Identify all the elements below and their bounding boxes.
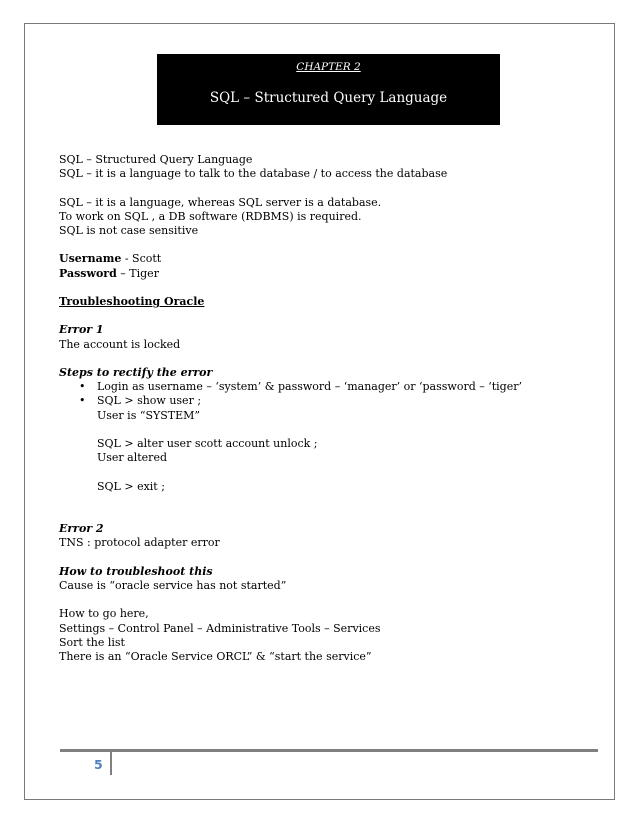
error1-title: Error 1: [59, 323, 104, 337]
error1-steps-list: [59, 380, 599, 408]
password-value: – Tiger: [116, 266, 159, 280]
footer-rule: [60, 749, 598, 752]
username-line: [59, 252, 599, 266]
error2-desc: TNS : protocol adapter error: [59, 536, 220, 550]
error2-sort: Sort the list: [59, 635, 125, 649]
page-number-divider: [110, 752, 112, 775]
chapter-title: SQL – Structured Query Language: [209, 90, 448, 106]
altered-line: User altered: [97, 451, 167, 465]
error1-desc: The account is locked: [59, 337, 181, 351]
page-number: 5: [94, 757, 103, 772]
document-body: [59, 153, 599, 664]
password-line: [59, 267, 599, 281]
exit-line: SQL > exit ;: [97, 479, 165, 493]
error2-how-go: How to go here,: [59, 607, 149, 621]
chapter-label: CHAPTER 2: [296, 61, 361, 73]
error2-path: Settings – Control Panel – Administrative Tools – Services: [59, 621, 381, 635]
error1-steps-heading: Steps to rectify the error: [59, 365, 213, 379]
intro-line-4: To work on SQL , a DB software (RDBMS) is required.: [59, 209, 362, 223]
intro-line-5: SQL is not case sensitive: [59, 224, 199, 237]
username-label: Username: [59, 252, 122, 266]
troubleshooting-heading: Troubleshooting Oracle: [59, 294, 205, 308]
username-value: - Scott: [121, 252, 162, 266]
list-item: • SQL > show user ;: [79, 394, 599, 408]
error2-title: Error 2: [59, 522, 104, 536]
alter-line: SQL > alter user scott account unlock ;: [97, 436, 318, 450]
password-label: Password: [59, 266, 117, 280]
error2-cause: Cause is “oracle service has not started”: [59, 578, 287, 592]
intro-line-1: SQL – Structured Query Language: [59, 153, 253, 166]
intro-line-3: SQL – it is a language, whereas SQL server is a database.: [59, 195, 382, 209]
chapter-header-box: [157, 54, 500, 125]
intro-line-2: SQL – it is a language to talk to the database / to access the database: [59, 167, 448, 181]
list-item: • Login as username – ‘system’ & password – ‘manager’ or ‘password – ‘tiger’: [79, 380, 599, 394]
error2-service: There is an “Oracle Service ORCL” & “start the service”: [59, 649, 372, 663]
error2-how-heading: How to troubleshoot this: [59, 564, 213, 578]
user-is-line: User is “SYSTEM”: [97, 408, 201, 422]
